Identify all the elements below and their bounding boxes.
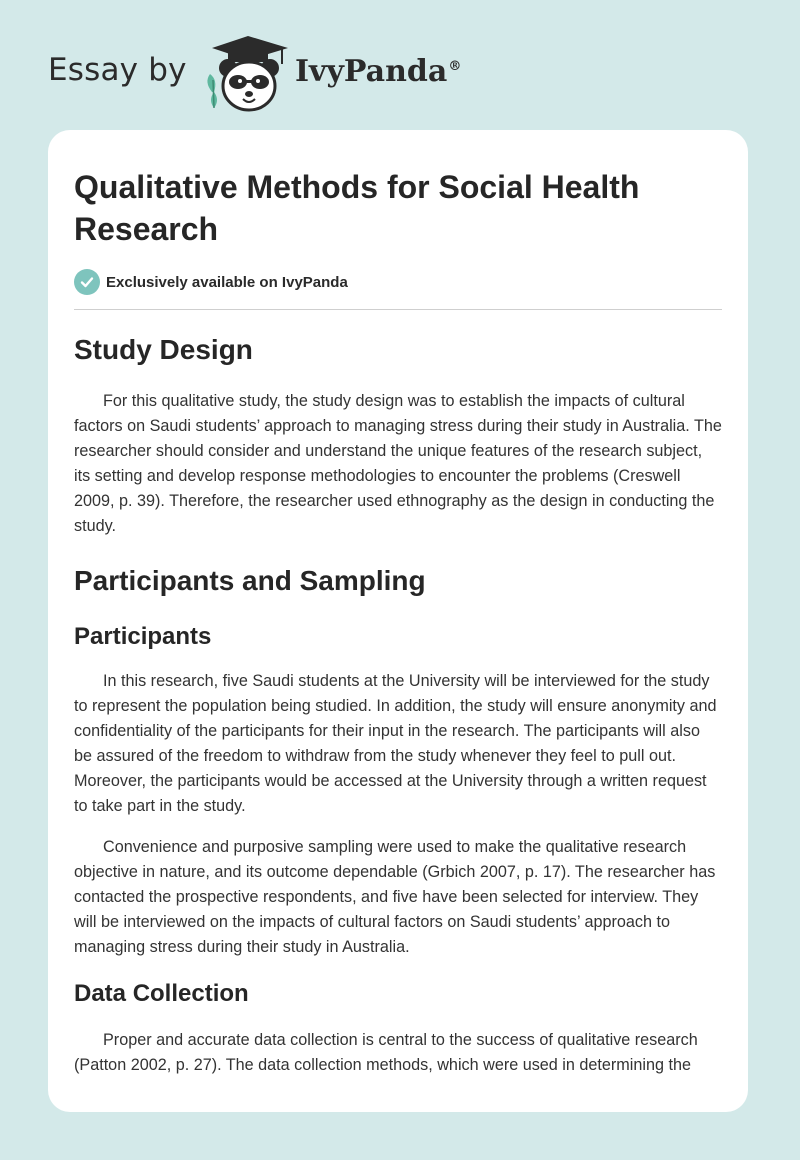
brand-prefix: Essay by: [48, 52, 187, 88]
section-heading-study-design: Study Design: [74, 334, 253, 365]
check-icon: [74, 269, 100, 295]
subsection-heading-data-collection: Data Collection: [74, 980, 249, 1007]
paragraph: In this research, five Saudi students at the University will be interviewed for the study to represent the population being studied. In addition, the study will ensure anonymity and confidentiality of the participants for their input in the research. The participants will also be assured of the freedom to withdraw from the study whenever they feel to pull out. Moreover, the participants would be accessed at the University through a written request to take part in the study.: [74, 672, 717, 815]
exclusive-badge: [74, 268, 722, 296]
divider: [74, 309, 722, 310]
exclusive-text: Exclusively available on IvyPanda: [106, 273, 348, 291]
page-title: Qualitative Methods for Social Health Research: [74, 169, 640, 247]
section-data-collection: [74, 978, 722, 1078]
section-heading-participants-sampling: Participants and Sampling: [74, 565, 426, 596]
article-card: [48, 130, 748, 1112]
panda-logo-icon[interactable]: [202, 34, 294, 114]
subsection-heading-participants: Participants: [74, 623, 212, 650]
site-header: [48, 34, 548, 114]
paragraph: For this qualitative study, the study design was to establish the impacts of cultural factors on Saudi students’ approach to managing stress during their study in Australia. The researcher should consider and understand the unique features of the research subject, its setting and develop response methodologies to encounter the problems (Creswell 2009, p. 39). Therefore, the researcher used ethnography as the design in conducting the study.: [74, 392, 722, 535]
brand-name: IvyPanda®: [295, 54, 462, 89]
section-participants-sampling: [74, 563, 722, 960]
registered-mark: ®: [448, 59, 462, 74]
paragraph: Convenience and purposive sampling were used to make the qualitative research objective in nature, and its outcome dependable (Grbich 2007, p. 17). The researcher has contacted the prospective respondents, and five have been selected for interview. They will be interviewed on the impacts of cultural factors on Saudi students’ approach to managing stress during their study in Australia.: [74, 838, 716, 956]
section-study-design: [74, 332, 722, 539]
paragraph: Proper and accurate data collection is central to the success of qualitative research (Patton 2002, p. 27). The data collection methods, which were used in determining the: [74, 1031, 698, 1074]
